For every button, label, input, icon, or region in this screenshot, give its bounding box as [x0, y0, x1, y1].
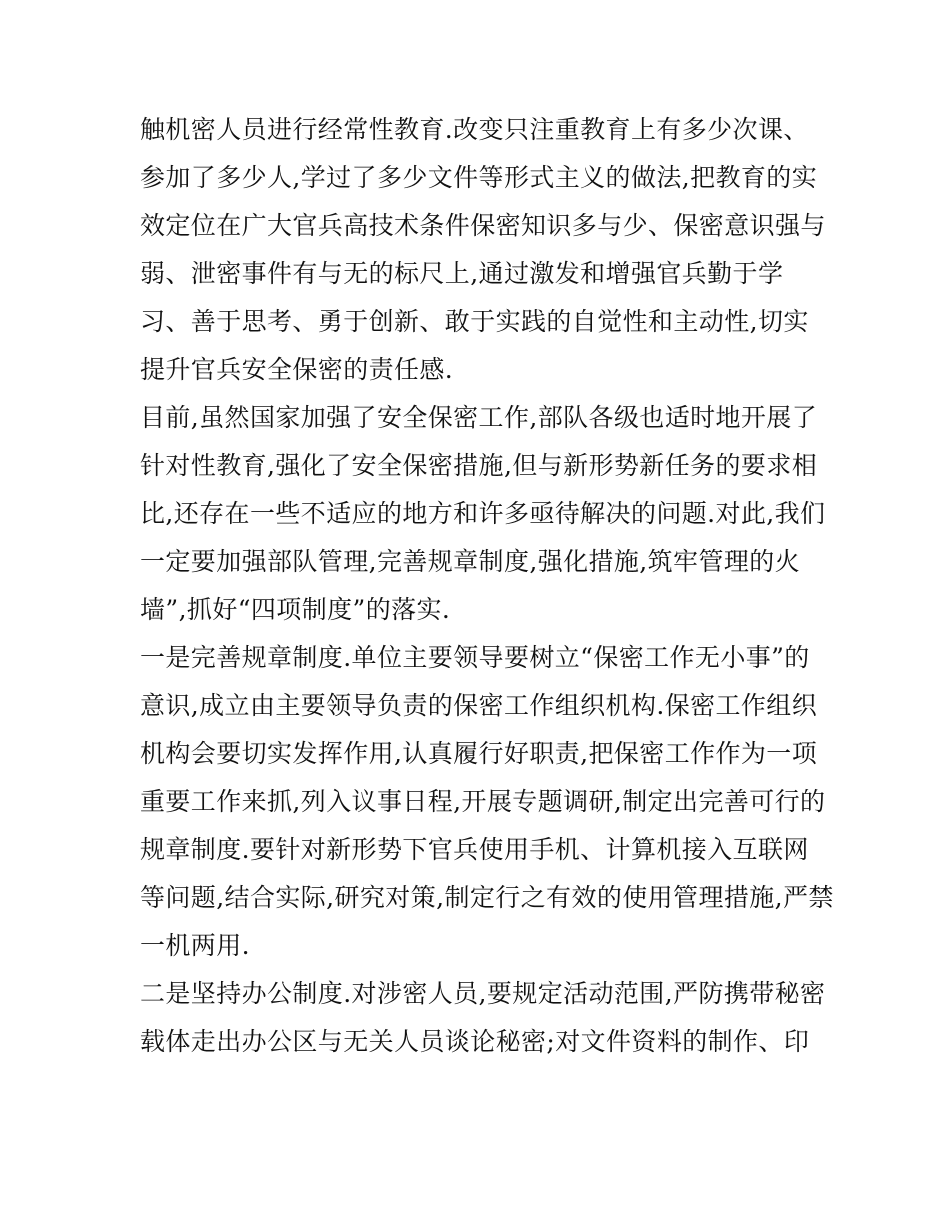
text-line: 等问题,结合实际,研究对策,制定行之有效的使用管理措施,严禁 — [140, 883, 834, 912]
text-line: 参加了多少人,学过了多少文件等形式主义的做法,把教育的实 — [140, 163, 818, 192]
text-line: 载体走出办公区与无关人员谈论秘密;对文件资料的制作、印 — [140, 1027, 810, 1056]
text-line: 效定位在广大官兵高技术条件保密知识多与少、保密意识强与 — [140, 211, 826, 240]
text-line: 二是坚持办公制度.对涉密人员,要规定活动范围,严防携带秘密 — [140, 979, 826, 1008]
paragraph-2 — [140, 394, 840, 634]
text-line: 习、善于思考、勇于创新、敢于实践的自觉性和主动性,切实 — [140, 307, 809, 336]
text-line: 机构会要切实发挥作用,认真履行好职责,把保密工作作为一项 — [140, 739, 818, 768]
paragraph-1 — [140, 106, 840, 394]
text-line: 规章制度.要针对新形势下官兵使用手机、计算机接入互联网 — [140, 835, 809, 864]
text-line: 提升官兵安全保密的责任感. — [140, 355, 454, 384]
text-line: 一机两用. — [140, 931, 250, 960]
text-line: 意识,成立由主要领导负责的保密工作组织机构.保密工作组织 — [140, 691, 818, 720]
text-line: 一是完善规章制度.单位主要领导要树立“保密工作无小事”的 — [140, 643, 810, 672]
text-line: 触机密人员进行经常性教育.改变只注重教育上有多少次课、 — [140, 115, 809, 144]
text-line: 弱、泄密事件有与无的标尺上,通过激发和增强官兵勤于学 — [140, 259, 784, 288]
text-line: 针对性教育,强化了安全保密措施,但与新形势新任务的要求相 — [140, 451, 818, 480]
text-line: 墙”,抓好“四项制度”的落实. — [140, 595, 451, 624]
document-body — [140, 106, 840, 1066]
text-line: 比,还存在一些不适应的地方和许多亟待解决的问题.对此,我们 — [140, 499, 826, 528]
text-line: 一定要加强部队管理,完善规章制度,强化措施,筑牢管理的火 — [140, 547, 801, 576]
paragraph-3 — [140, 634, 840, 970]
text-line: 目前,虽然国家加强了安全保密工作,部队各级也适时地开展了 — [140, 403, 818, 432]
paragraph-4 — [140, 970, 840, 1066]
text-line: 重要工作来抓,列入议事日程,开展专题调研,制定出完善可行的 — [140, 787, 826, 816]
